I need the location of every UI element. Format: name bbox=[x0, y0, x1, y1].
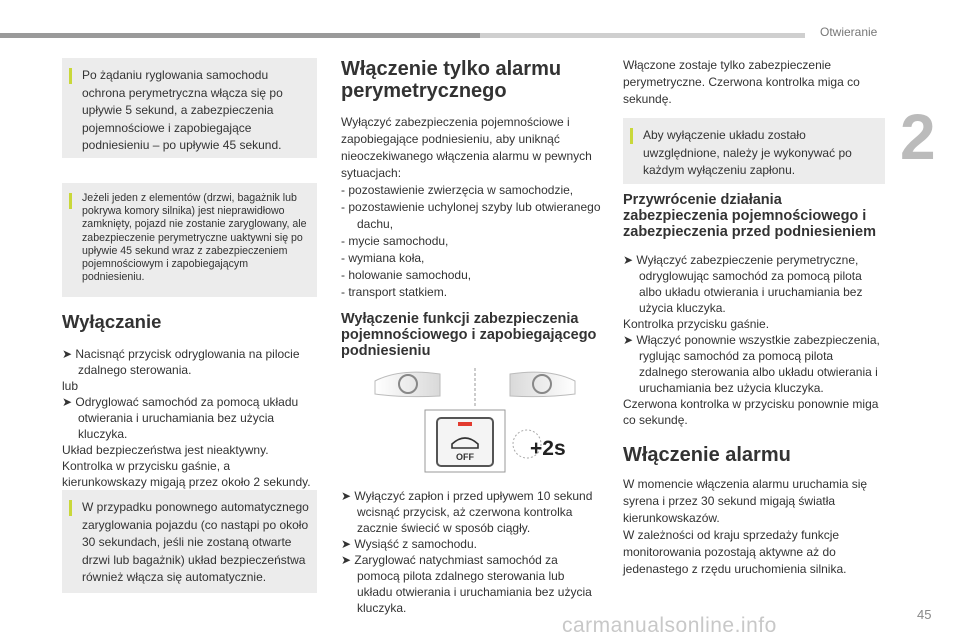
note-marker-icon bbox=[630, 128, 633, 144]
paragraph: Czerwona kontrolka w przycisku ponownie miga co sekundę. bbox=[623, 397, 879, 427]
chapter-number: 2 bbox=[900, 101, 936, 173]
middle-column-steps bbox=[341, 488, 603, 616]
left-column-body bbox=[62, 312, 317, 490]
list-item bbox=[62, 346, 317, 378]
bullet-icon: ➤ bbox=[62, 395, 76, 409]
list-item: - holowanie samochodu, bbox=[341, 268, 472, 282]
watermark: carmanualsonline.info bbox=[562, 614, 777, 637]
paragraph: W zależności od kraju sprzedaży funkcje monitorowania pozostają aktywne aż do jedenastego z rzędu uruchomienia silnika. bbox=[623, 528, 847, 576]
list-item: - pozostawienie zwierzęcia w samochodzie, bbox=[341, 183, 574, 197]
list-item-text: Wysiąść z samochodu. bbox=[354, 537, 477, 551]
off-label: OFF bbox=[456, 452, 474, 462]
paragraph: W momencie włączenia alarmu uruchamia się syrena i przez 30 sekund migają światła kierunkowskazów. bbox=[623, 477, 868, 525]
alarm-button-illustration bbox=[370, 366, 580, 476]
list-item-text: Nacisnąć przycisk odryglowania na pilocie zdalnego sterowania. bbox=[75, 347, 300, 377]
heading-wylaczanie: Wyłączanie bbox=[62, 311, 162, 332]
list-item-text: Wyłączyć zapłon i przed upływem 10 sekund wcisnąć przycisk, aż czerwona kontrolka zacznie świecić w sposób ciągły. bbox=[354, 489, 593, 535]
list-item: - transport statkiem. bbox=[341, 285, 448, 299]
bullet-icon: ➤ bbox=[341, 537, 355, 551]
situation-list bbox=[341, 182, 603, 301]
paragraph: Kontrolka w przycisku gaśnie, a kierunkowskazy migają przez około 2 sekundy. bbox=[62, 459, 311, 489]
note-marker-icon bbox=[69, 68, 72, 84]
header-bar-light bbox=[480, 33, 805, 38]
list-item-text: Włączyć ponownie wszystkie zabezpieczenia, ryglując samochód za pomocą pilota zdalnego sterowania albo układu otwierania i uruchamiania bez użycia kluczyka. bbox=[636, 333, 880, 395]
right-column-top bbox=[623, 57, 885, 108]
heading-restore: Przywrócenie działania zabezpieczenia pojemnościowego i zabezpieczenia przed podniesieniem bbox=[623, 192, 877, 240]
note-text: W przypadku ponownego automatycznego zaryglowania pojazdu (co nastąpi po około 30 sekundach, jeśli nie zostaną otwarte drzwi lub bagażnik) układ bezpieczeństwa również włącza się automatycznie. bbox=[82, 500, 309, 584]
page-number: 45 bbox=[917, 607, 932, 622]
note-text: Po żądaniu ryglowania samochodu ochrona perymetryczna włącza się po upływie 5 sekund, a zabezpieczenia pojemnościowe i zapobiegające podniesieniu – po upływie 45 sekund. bbox=[82, 68, 283, 152]
note-marker-icon bbox=[69, 500, 72, 516]
bullet-icon: ➤ bbox=[341, 553, 355, 567]
list-item-text: Wyłączyć zabezpieczenie perymetryczne, odryglowując samochód za pomocą pilota albo układu otwierania i uruchamiania bez użycia kluczyka. bbox=[636, 253, 863, 315]
note-marker-icon bbox=[69, 193, 72, 209]
bullet-icon: ➤ bbox=[623, 333, 637, 347]
list-item: - pozostawienie uchylonej szyby lub otwieranego dachu, bbox=[341, 200, 601, 231]
intro-paragraph: Wyłączyć zabezpieczenia pojemnościowe i zapobiegające podniesieniu, aby uniknąć nieoczekiwanego włączenia alarmu w pewnych sytuacjach: bbox=[341, 115, 592, 180]
info-note-4 bbox=[623, 118, 885, 184]
timer-label: +2s bbox=[530, 437, 566, 460]
header-bar-dark bbox=[0, 33, 480, 38]
note-text: Aby wyłączenie układu zostało uwzględnione, należy je wykonywać po każdym wyłączeniu zapłonu. bbox=[643, 128, 852, 177]
title-perimeter-alarm: Włączenie tylko alarmu perymetrycznego bbox=[341, 58, 562, 102]
list-item bbox=[341, 536, 603, 552]
list-item: - mycie samochodu, bbox=[341, 234, 449, 248]
list-item bbox=[341, 488, 603, 536]
note-text: Jeżeli jeden z elementów (drzwi, bagażnik lub pokrywa komory silnika) jest nieprawidłowo zamknięty, pojazd nie zostanie zaryglowany, ale zabezpieczenie perymetryczne uaktywni się po upływie 45 sekund wraz z zabezpieczeniem pojemnościowym i zapobiegającym podniesieniu. bbox=[82, 192, 307, 284]
list-item bbox=[623, 252, 885, 316]
info-note-2 bbox=[62, 183, 317, 297]
paragraph: Układ bezpieczeństwa jest nieaktywny. bbox=[62, 443, 269, 457]
heading-alarm-activation: Włączenie alarmu bbox=[623, 444, 791, 466]
list-item bbox=[62, 394, 317, 442]
section-title: Otwieranie bbox=[820, 25, 878, 39]
list-item-text: Odryglować samochód za pomocą układu otwierania i uruchamiania bez użycia kluczyka. bbox=[75, 395, 299, 441]
list-item-text: Zaryglować natychmiast samochód za pomocą pilota zdalnego sterowania lub układu otwierania i uruchamiania bez użycia kluczyka. bbox=[354, 553, 592, 615]
right-column-body bbox=[623, 192, 885, 578]
info-note-3 bbox=[62, 490, 317, 593]
middle-column-top bbox=[341, 58, 603, 359]
paragraph: Włączone zostaje tylko zabezpieczenie perymetryczne. Czerwona kontrolka miga co sekundę. bbox=[623, 58, 860, 106]
info-note-1 bbox=[62, 58, 317, 158]
list-item bbox=[341, 552, 603, 616]
or-text: lub bbox=[62, 379, 79, 393]
list-item bbox=[623, 332, 885, 396]
subheading-disable-function: Wyłączenie funkcji zabezpieczenia pojemnościowego i zapobiegającego podniesieniu bbox=[341, 311, 597, 359]
paragraph: Kontrolka przycisku gaśnie. bbox=[623, 317, 770, 331]
bullet-icon: ➤ bbox=[341, 489, 355, 503]
list-item: - wymiana koła, bbox=[341, 251, 425, 265]
bullet-icon: ➤ bbox=[623, 253, 637, 267]
bullet-icon: ➤ bbox=[62, 347, 76, 361]
